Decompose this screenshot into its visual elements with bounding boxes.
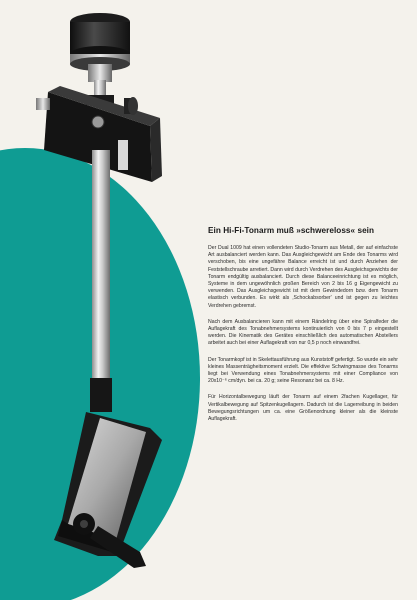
paragraph-headshell: Der Tonarmkopf ist in Skelettausführung aus Kunststoff gefertigt. So wurde ein sehr kleines Massenträgheitsmoment erzielt. Die effektive Schwingmasse des Tonarms liegt bei Verwendung eines Tonabnehmersystems mit einer Compliance von 20x10⁻⁶ cm/dyn. bei ca. 20 g; seine Resonanz bei ca. 8 Hz. — [208, 356, 398, 385]
paragraph-bearings: Für Horizontalbewegung läuft der Tonarm auf einem 2fachen Kugellager, für Vertikalbewegung auf Spitzenkugellagern. Dadurch ist die Lagerreibung in beiden Bewegungsrichtungen um ca. eine Größenordnung kleiner als die kleinste Auflagekraft. — [208, 394, 398, 423]
headshell — [54, 412, 162, 568]
arm-tube — [92, 150, 110, 382]
arm-collar — [90, 378, 112, 412]
article-heading: Ein Hi-Fi-Tonarm muß »schwereloss« sein — [208, 226, 375, 235]
article-text — [208, 226, 398, 432]
paragraph-balance: Der Dual 1009 hat einen vollendeten Studio-Tonarm aus Metall, der auf einfachste Art ausbalanciert werden kann. Das Ausgleichgewicht am Ende des Tonarms wird verschoben, bis eine ungefähre Balance erreicht ist und durch Anziehen der Feststellschraube arretiert. Dann wird durch Verdrehen des Ausgleichsgewichts der Tonarm endgültig ausbalanciert. Durch diese Balanceeinrichtung ist es möglich, Systeme in dem ungewöhnlich großen Bereich von 2 bis 16 g Eigengewicht zu verwenden. Das Ausgleichsgewicht ist mit dem Gewindedorn bzw. dem Tonarm elastisch verbunden. Es wirkt als ‚Schockabsorber' und ist gegen zu leichtes Verdrehen gebremst. — [208, 245, 398, 309]
paragraph-tracking-force: Nach dem Ausbalancieren kann mit einem Rändelring über eine Spiralfeder die Auflagekraft des Tonabnehmersystems kontinuierlich von 0 bis 7 p eingestellt werden. Die Kinematik des Gerätes einschließlich des automatischen Abstellers arbeitet auch bei einer Auflagekraft von nur 0,5 p noch einwandfrei. — [208, 318, 398, 347]
counterweight — [70, 13, 130, 82]
